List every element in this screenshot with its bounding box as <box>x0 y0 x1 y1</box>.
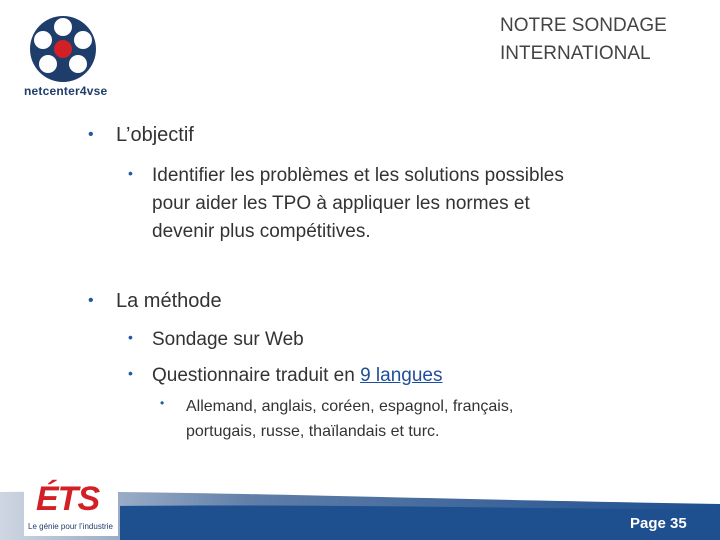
title-line-2: INTERNATIONAL <box>500 43 651 64</box>
method-item-2 <box>152 362 442 390</box>
method-item-1: Sondage sur Web <box>152 329 304 350</box>
title-line-1: NOTRE SONDAGE <box>500 15 667 36</box>
bullet-icon: • <box>128 329 133 345</box>
netcenter-logo <box>20 14 120 100</box>
method-item-2-text: Questionnaire traduit en <box>152 365 361 386</box>
languages-line-1: Allemand, anglais, coréen, espagnol, français, <box>186 398 514 415</box>
slide-title <box>500 12 715 68</box>
logo-text: netcenter4vse <box>24 84 108 98</box>
languages-list <box>186 394 513 444</box>
bullet-icon: • <box>88 126 94 143</box>
bullet-icon: • <box>160 396 165 410</box>
bullet-icon: • <box>88 292 94 309</box>
languages-link[interactable]: 9 langues <box>360 365 443 386</box>
objective-label: L’objectif <box>116 124 194 146</box>
bullet-icon: • <box>128 365 133 381</box>
languages-line-2: portugais, russe, thaïlandais et turc. <box>186 423 440 440</box>
ets-logo <box>24 478 118 536</box>
ets-mark: ÉTS <box>36 480 100 518</box>
method-label: La méthode <box>116 290 222 312</box>
objective-line-2: pour aider les TPO à appliquer les normes et <box>152 193 530 214</box>
objective-detail <box>152 162 564 246</box>
bullet-icon: • <box>128 165 133 181</box>
film-reel-icon <box>28 14 98 84</box>
ets-tagline: Le génie pour l’industrie <box>28 522 113 531</box>
objective-line-3: devenir plus compétitives. <box>152 221 371 242</box>
page-number: Page 35 <box>630 515 687 532</box>
objective-line-1: Identifier les problèmes et les solutions possibles <box>152 165 564 186</box>
